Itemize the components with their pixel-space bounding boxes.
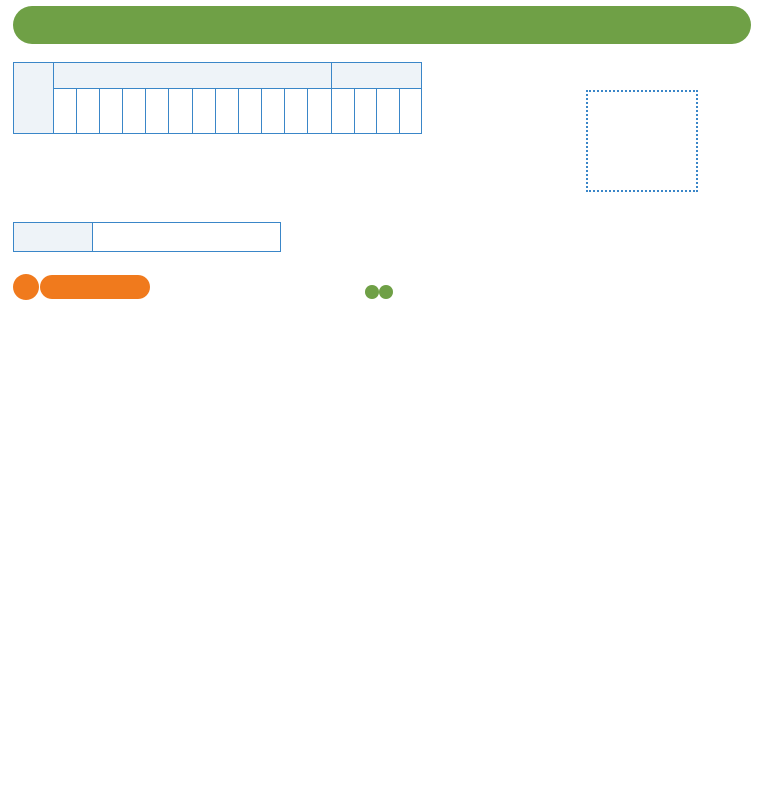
office-use-box	[586, 90, 698, 192]
form-title	[13, 6, 751, 44]
recipient-row-label	[14, 63, 54, 133]
section-a-title	[40, 275, 150, 299]
section-a-instruction	[365, 285, 665, 299]
submit-date-label	[14, 223, 93, 251]
submit-date-row	[13, 222, 281, 252]
pension-code-header	[331, 63, 421, 89]
recipient-id-table	[13, 62, 422, 134]
section-a-letter	[13, 274, 39, 300]
id-number-cells[interactable]	[54, 89, 331, 133]
id-number-header	[54, 63, 331, 89]
pension-code-cells[interactable]	[331, 89, 421, 133]
